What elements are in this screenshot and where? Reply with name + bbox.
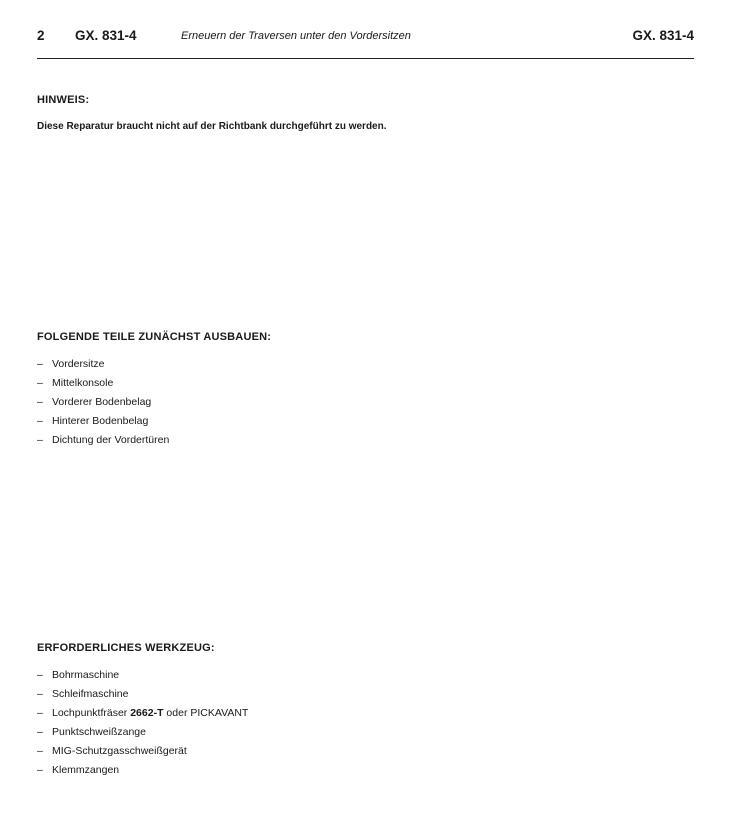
dash-marker: – — [37, 726, 43, 738]
tools-list — [37, 666, 248, 780]
remove-parts-list — [37, 355, 169, 450]
list-item: – Hinterer Bodenbelag — [37, 412, 169, 431]
alternative-tool: PICKAVANT — [190, 707, 249, 719]
remove-parts-heading: FOLGENDE TEILE ZUNÄCHST AUSBAUEN: — [37, 331, 272, 343]
list-item: – Bohrmaschine — [37, 666, 248, 685]
page-header — [37, 28, 694, 48]
document-title: Erneuern der Traversen unter den Vordersitzen — [181, 30, 411, 42]
dash-marker: – — [37, 396, 43, 408]
list-item: – Schleifmaschine — [37, 685, 248, 704]
part-number: 2662-T — [130, 707, 164, 719]
list-item: – Punktschweißzange — [37, 723, 248, 742]
doc-code-right: GX. 831-4 — [632, 28, 694, 43]
note-text: Diese Reparatur braucht nicht auf der Richtbank durchgeführt zu werden. — [37, 121, 387, 132]
dash-marker: – — [37, 745, 43, 757]
doc-code-left: GX. 831-4 — [75, 28, 137, 43]
dash-marker: – — [37, 764, 43, 776]
list-item: – Vordersitze — [37, 355, 169, 374]
list-item: – Klemmzangen — [37, 761, 248, 780]
list-item: – Dichtung der Vordertüren — [37, 431, 169, 450]
list-item: – MIG-Schutzgasschweißgerät — [37, 742, 248, 761]
note-heading: HINWEIS: — [37, 94, 90, 106]
dash-marker: – — [37, 434, 43, 446]
dash-marker: – — [37, 688, 43, 700]
dash-marker: – — [37, 707, 43, 719]
page-number: 2 — [37, 28, 45, 43]
dash-marker: – — [37, 669, 43, 681]
dash-marker: – — [37, 377, 43, 389]
dash-marker: – — [37, 415, 43, 427]
list-item: – Vorderer Bodenbelag — [37, 393, 169, 412]
dash-marker: – — [37, 358, 43, 370]
header-divider — [37, 58, 694, 59]
list-item: – Lochpunktfräser 2662-T oder PICKAVANT — [37, 704, 248, 723]
tools-heading: ERFORDERLICHES WERKZEUG: — [37, 642, 215, 654]
list-item: – Mittelkonsole — [37, 374, 169, 393]
